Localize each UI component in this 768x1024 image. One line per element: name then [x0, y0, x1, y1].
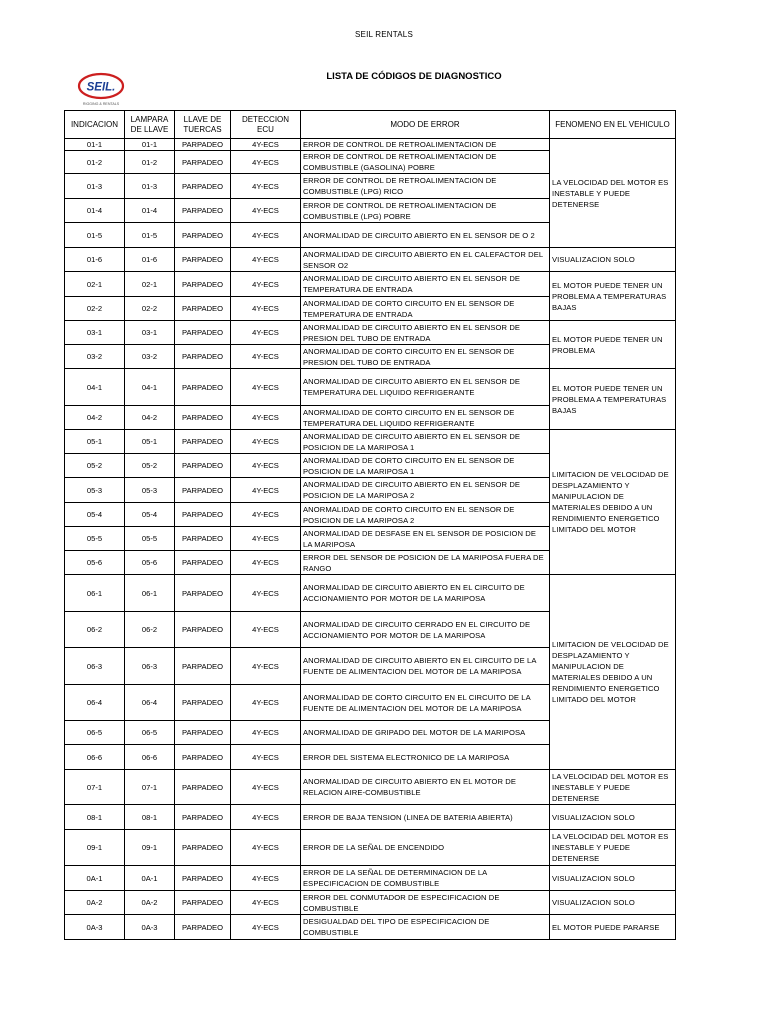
llave-cell: PARPADEO — [175, 721, 231, 745]
table-row — [65, 272, 676, 297]
modo-error-cell: ERROR DE LA SEÑAL DE ENCENDIDO — [301, 830, 550, 866]
deteccion-cell: 4Y-ECS — [231, 527, 301, 551]
indicacion-cell: 09-1 — [65, 830, 125, 866]
llave-cell: PARPADEO — [175, 345, 231, 369]
indicacion-cell: 06-5 — [65, 721, 125, 745]
deteccion-cell: 4Y-ECS — [231, 915, 301, 940]
fenomeno-cell: VISUALIZACION SOLO — [550, 866, 676, 891]
lampara-cell: 01-6 — [125, 248, 175, 272]
indicacion-cell: 0A-1 — [65, 866, 125, 891]
fenomeno-cell: EL MOTOR PUEDE PARARSE — [550, 915, 676, 940]
indicacion-cell: 08-1 — [65, 805, 125, 830]
modo-error-cell: ANORMALIDAD DE DESFASE EN EL SENSOR DE POSICION DE LA MARIPOSA — [301, 527, 550, 551]
indicacion-cell: 06-3 — [65, 648, 125, 685]
llave-cell: PARPADEO — [175, 866, 231, 891]
lampara-cell: 0A-1 — [125, 866, 175, 891]
llave-cell: PARPADEO — [175, 454, 231, 478]
table-row — [65, 805, 676, 830]
indicacion-cell: 01-1 — [65, 139, 125, 151]
modo-error-cell: ANORMALIDAD DE CORTO CIRCUITO EN EL CIRCUITO DE LA FUENTE DE ALIMENTACION DEL MOTOR DE LA MARIPOSA — [301, 685, 550, 721]
deteccion-cell: 4Y-ECS — [231, 297, 301, 321]
lampara-cell: 06-4 — [125, 685, 175, 721]
deteccion-cell: 4Y-ECS — [231, 369, 301, 406]
lampara-cell: 02-2 — [125, 297, 175, 321]
indicacion-cell: 05-5 — [65, 527, 125, 551]
table-body — [65, 139, 676, 940]
lampara-cell: 05-4 — [125, 503, 175, 527]
header-indicacion: INDICACION — [65, 111, 125, 139]
modo-error-cell: ANORMALIDAD DE CORTO CIRCUITO EN EL SENSOR DE POSICION DE LA MARIPOSA 1 — [301, 454, 550, 478]
llave-cell: PARPADEO — [175, 527, 231, 551]
indicacion-cell: 01-5 — [65, 223, 125, 248]
modo-error-cell: ERROR DEL SISTEMA ELECTRONICO DE LA MARIPOSA — [301, 745, 550, 770]
lampara-cell: 0A-2 — [125, 891, 175, 915]
modo-error-cell: ERROR DEL CONMUTADOR DE ESPECIFICACION DE COMBUSTIBLE — [301, 891, 550, 915]
llave-cell: PARPADEO — [175, 612, 231, 648]
fenomeno-cell: VISUALIZACION SOLO — [550, 891, 676, 915]
modo-error-cell: ANORMALIDAD DE CIRCUITO ABIERTO EN EL SENSOR DE O 2 — [301, 223, 550, 248]
llave-cell: PARPADEO — [175, 139, 231, 151]
deteccion-cell: 4Y-ECS — [231, 685, 301, 721]
modo-error-cell: ERROR DE CONTROL DE RETROALIMENTACION DE COMBUSTIBLE (LPG) POBRE — [301, 199, 550, 223]
llave-cell: PARPADEO — [175, 406, 231, 430]
deteccion-cell: 4Y-ECS — [231, 321, 301, 345]
indicacion-cell: 06-1 — [65, 575, 125, 612]
llave-cell: PARPADEO — [175, 297, 231, 321]
table-row — [65, 139, 676, 151]
llave-cell: PARPADEO — [175, 830, 231, 866]
svg-text:SEIL.: SEIL. — [86, 81, 116, 94]
lampara-cell: 01-3 — [125, 174, 175, 199]
table-row — [65, 575, 676, 612]
deteccion-cell: 4Y-ECS — [231, 174, 301, 199]
header-fenomeno: FENOMENO EN EL VEHICULO — [550, 111, 676, 139]
lampara-cell: 06-3 — [125, 648, 175, 685]
fenomeno-cell: LA VELOCIDAD DEL MOTOR ES INESTABLE Y PUEDE DETENERSE — [550, 770, 676, 805]
indicacion-cell: 07-1 — [65, 770, 125, 805]
modo-error-cell: ANORMALIDAD DE CIRCUITO ABIERTO EN EL CIRCUITO DE ACCIONAMIENTO POR MOTOR DE LA MARIPOSA — [301, 575, 550, 612]
lampara-cell: 05-1 — [125, 430, 175, 454]
table-row — [65, 866, 676, 891]
modo-error-cell: ERROR DE CONTROL DE RETROALIMENTACION DE COMBUSTIBLE (GASOLINA) POBRE — [301, 151, 550, 174]
indicacion-cell: 02-1 — [65, 272, 125, 297]
indicacion-cell: 01-3 — [65, 174, 125, 199]
deteccion-cell: 4Y-ECS — [231, 345, 301, 369]
deteccion-cell: 4Y-ECS — [231, 151, 301, 174]
modo-error-cell: ANORMALIDAD DE CORTO CIRCUITO EN EL SENSOR DE PRESION DEL TUBO DE ENTRADA — [301, 345, 550, 369]
table-row — [65, 770, 676, 805]
modo-error-cell: ANORMALIDAD DE CIRCUITO ABIERTO EN EL SENSOR DE POSICION DE LA MARIPOSA 1 — [301, 430, 550, 454]
lampara-cell: 01-2 — [125, 151, 175, 174]
indicacion-cell: 01-6 — [65, 248, 125, 272]
deteccion-cell: 4Y-ECS — [231, 406, 301, 430]
deteccion-cell: 4Y-ECS — [231, 866, 301, 891]
deteccion-cell: 4Y-ECS — [231, 745, 301, 770]
table-row — [65, 430, 676, 454]
llave-cell: PARPADEO — [175, 430, 231, 454]
deteccion-cell: 4Y-ECS — [231, 454, 301, 478]
indicacion-cell: 02-2 — [65, 297, 125, 321]
modo-error-cell: ANORMALIDAD DE CIRCUITO ABIERTO EN EL SENSOR DE POSICION DE LA MARIPOSA 2 — [301, 478, 550, 503]
llave-cell: PARPADEO — [175, 503, 231, 527]
llave-cell: PARPADEO — [175, 551, 231, 575]
modo-error-cell: ANORMALIDAD DE CORTO CIRCUITO EN EL SENSOR DE TEMPERATURA DE ENTRADA — [301, 297, 550, 321]
indicacion-cell: 03-2 — [65, 345, 125, 369]
indicacion-cell: 03-1 — [65, 321, 125, 345]
header-lampara: LAMPARA DE LLAVE — [125, 111, 175, 139]
modo-error-cell: ANORMALIDAD DE CIRCUITO ABIERTO EN EL SENSOR DE TEMPERATURA DE ENTRADA — [301, 272, 550, 297]
llave-cell: PARPADEO — [175, 151, 231, 174]
lampara-cell: 0A-3 — [125, 915, 175, 940]
deteccion-cell: 4Y-ECS — [231, 248, 301, 272]
deteccion-cell: 4Y-ECS — [231, 199, 301, 223]
modo-error-cell: ANORMALIDAD DE GRIPADO DEL MOTOR DE LA MARIPOSA — [301, 721, 550, 745]
modo-error-cell: ERROR DE CONTROL DE RETROALIMENTACION DE — [301, 139, 550, 151]
lampara-cell: 03-2 — [125, 345, 175, 369]
table-row — [65, 248, 676, 272]
fenomeno-cell: EL MOTOR PUEDE TENER UN PROBLEMA — [550, 321, 676, 369]
lampara-cell: 04-2 — [125, 406, 175, 430]
deteccion-cell: 4Y-ECS — [231, 575, 301, 612]
lampara-cell: 01-4 — [125, 199, 175, 223]
lampara-cell: 06-2 — [125, 612, 175, 648]
llave-cell: PARPADEO — [175, 805, 231, 830]
deteccion-cell: 4Y-ECS — [231, 503, 301, 527]
modo-error-cell: ANORMALIDAD DE CIRCUITO ABIERTO EN EL SENSOR DE TEMPERATURA DEL LIQUIDO REFRIGERANTE — [301, 369, 550, 406]
deteccion-cell: 4Y-ECS — [231, 551, 301, 575]
header-label: SEIL RENTALS — [355, 30, 413, 39]
deteccion-cell: 4Y-ECS — [231, 139, 301, 151]
table-row — [65, 321, 676, 345]
llave-cell: PARPADEO — [175, 575, 231, 612]
llave-cell: PARPADEO — [175, 648, 231, 685]
modo-error-cell: ANORMALIDAD DE CORTO CIRCUITO EN EL SENSOR DE TEMPERATURA DEL LIQUIDO REFRIGERANTE — [301, 406, 550, 430]
llave-cell: PARPADEO — [175, 770, 231, 805]
fenomeno-cell: VISUALIZACION SOLO — [550, 248, 676, 272]
indicacion-cell: 06-2 — [65, 612, 125, 648]
lampara-cell: 05-3 — [125, 478, 175, 503]
deteccion-cell: 4Y-ECS — [231, 272, 301, 297]
llave-cell: PARPADEO — [175, 321, 231, 345]
lampara-cell: 03-1 — [125, 321, 175, 345]
modo-error-cell: ANORMALIDAD DE CIRCUITO CERRADO EN EL CIRCUITO DE ACCIONAMIENTO POR MOTOR DE LA MARIPOSA — [301, 612, 550, 648]
llave-cell: PARPADEO — [175, 272, 231, 297]
modo-error-cell: ANORMALIDAD DE CIRCUITO ABIERTO EN EL CALEFACTOR DEL SENSOR O2 — [301, 248, 550, 272]
indicacion-cell: 05-4 — [65, 503, 125, 527]
document-title: LISTA DE CÓDIGOS DE DIAGNOSTICO — [326, 71, 502, 82]
fenomeno-cell: LIMITACION DE VELOCIDAD DE DESPLAZAMIENTO Y MANIPULACION DE MATERIALES DEBIDO A UN RENDIMIENTO ENERGETICO LIMITADO DEL MOTOR — [550, 575, 676, 770]
indicacion-cell: 0A-3 — [65, 915, 125, 940]
modo-error-cell: ANORMALIDAD DE CORTO CIRCUITO EN EL SENSOR DE POSICION DE LA MARIPOSA 2 — [301, 503, 550, 527]
llave-cell: PARPADEO — [175, 745, 231, 770]
indicacion-cell: 06-6 — [65, 745, 125, 770]
llave-cell: PARPADEO — [175, 891, 231, 915]
modo-error-cell: DESIGUALDAD DEL TIPO DE ESPECIFICACION DE COMBUSTIBLE — [301, 915, 550, 940]
llave-cell: PARPADEO — [175, 369, 231, 406]
fenomeno-cell: LIMITACION DE VELOCIDAD DE DESPLAZAMIENTO Y MANIPULACION DE MATERIALES DEBIDO A UN RENDIMIENTO ENERGETICO LIMITADO DEL MOTOR — [550, 430, 676, 575]
llave-cell: PARPADEO — [175, 478, 231, 503]
indicacion-cell: 0A-2 — [65, 891, 125, 915]
lampara-cell: 05-5 — [125, 527, 175, 551]
modo-error-cell: ERROR DE LA SEÑAL DE DETERMINACION DE LA ESPECIFICACION DE COMBUSTIBLE — [301, 866, 550, 891]
modo-error-cell: ANORMALIDAD DE CIRCUITO ABIERTO EN EL CIRCUITO DE LA FUENTE DE ALIMENTACION DEL MOTOR DE LA MARIPOSA — [301, 648, 550, 685]
fenomeno-cell: VISUALIZACION SOLO — [550, 805, 676, 830]
modo-error-cell: ANORMALIDAD DE CIRCUITO ABIERTO EN EL MOTOR DE RELACION AIRE-COMBUSTIBLE — [301, 770, 550, 805]
fenomeno-cell: EL MOTOR PUEDE TENER UN PROBLEMA A TEMPERATURAS BAJAS — [550, 272, 676, 321]
lampara-cell: 04-1 — [125, 369, 175, 406]
header-deteccion: DETECCION ECU — [231, 111, 301, 139]
llave-cell: PARPADEO — [175, 685, 231, 721]
llave-cell: PARPADEO — [175, 199, 231, 223]
lampara-cell: 01-5 — [125, 223, 175, 248]
header-modo: MODO DE ERROR — [301, 111, 550, 139]
llave-cell: PARPADEO — [175, 223, 231, 248]
table-row — [65, 915, 676, 940]
indicacion-cell: 05-2 — [65, 454, 125, 478]
llave-cell: PARPADEO — [175, 915, 231, 940]
table-row — [65, 891, 676, 915]
lampara-cell: 06-1 — [125, 575, 175, 612]
header-llave: LLAVE DE TUERCAS — [175, 111, 231, 139]
indicacion-cell: 05-6 — [65, 551, 125, 575]
deteccion-cell: 4Y-ECS — [231, 891, 301, 915]
indicacion-cell: 01-2 — [65, 151, 125, 174]
indicacion-cell: 05-3 — [65, 478, 125, 503]
modo-error-cell: ERROR DE BAJA TENSION (LINEA DE BATERIA ABIERTA) — [301, 805, 550, 830]
modo-error-cell: ANORMALIDAD DE CIRCUITO ABIERTO EN EL SENSOR DE PRESION DEL TUBO DE ENTRADA — [301, 321, 550, 345]
deteccion-cell: 4Y-ECS — [231, 612, 301, 648]
modo-error-cell: ERROR DEL SENSOR DE POSICION DE LA MARIPOSA FUERA DE RANGO — [301, 551, 550, 575]
deteccion-cell: 4Y-ECS — [231, 223, 301, 248]
deteccion-cell: 4Y-ECS — [231, 430, 301, 454]
fenomeno-cell: LA VELOCIDAD DEL MOTOR ES INESTABLE Y PUEDE DETENERSE — [550, 830, 676, 866]
lampara-cell: 06-6 — [125, 745, 175, 770]
llave-cell: PARPADEO — [175, 248, 231, 272]
deteccion-cell: 4Y-ECS — [231, 648, 301, 685]
lampara-cell: 08-1 — [125, 805, 175, 830]
lampara-cell: 09-1 — [125, 830, 175, 866]
table-row — [65, 830, 676, 866]
lampara-cell: 05-2 — [125, 454, 175, 478]
deteccion-cell: 4Y-ECS — [231, 830, 301, 866]
indicacion-cell: 05-1 — [65, 430, 125, 454]
table-row — [65, 369, 676, 406]
diagnostic-codes-table — [64, 110, 676, 940]
fenomeno-cell: EL MOTOR PUEDE TENER UN PROBLEMA A TEMPERATURAS BAJAS — [550, 369, 676, 430]
indicacion-cell: 06-4 — [65, 685, 125, 721]
modo-error-cell: ERROR DE CONTROL DE RETROALIMENTACION DE COMBUSTIBLE (LPG) RICO — [301, 174, 550, 199]
indicacion-cell: 04-2 — [65, 406, 125, 430]
svg-text:RIGGING & RENTALS: RIGGING & RENTALS — [82, 102, 120, 106]
lampara-cell: 02-1 — [125, 272, 175, 297]
llave-cell: PARPADEO — [175, 174, 231, 199]
lampara-cell: 07-1 — [125, 770, 175, 805]
fenomeno-cell: LA VELOCIDAD DEL MOTOR ES INESTABLE Y PUEDE DETENERSE — [550, 139, 676, 248]
indicacion-cell: 01-4 — [65, 199, 125, 223]
deteccion-cell: 4Y-ECS — [231, 721, 301, 745]
lampara-cell: 01-1 — [125, 139, 175, 151]
lampara-cell: 06-5 — [125, 721, 175, 745]
deteccion-cell: 4Y-ECS — [231, 805, 301, 830]
indicacion-cell: 04-1 — [65, 369, 125, 406]
deteccion-cell: 4Y-ECS — [231, 770, 301, 805]
lampara-cell: 05-6 — [125, 551, 175, 575]
deteccion-cell: 4Y-ECS — [231, 478, 301, 503]
